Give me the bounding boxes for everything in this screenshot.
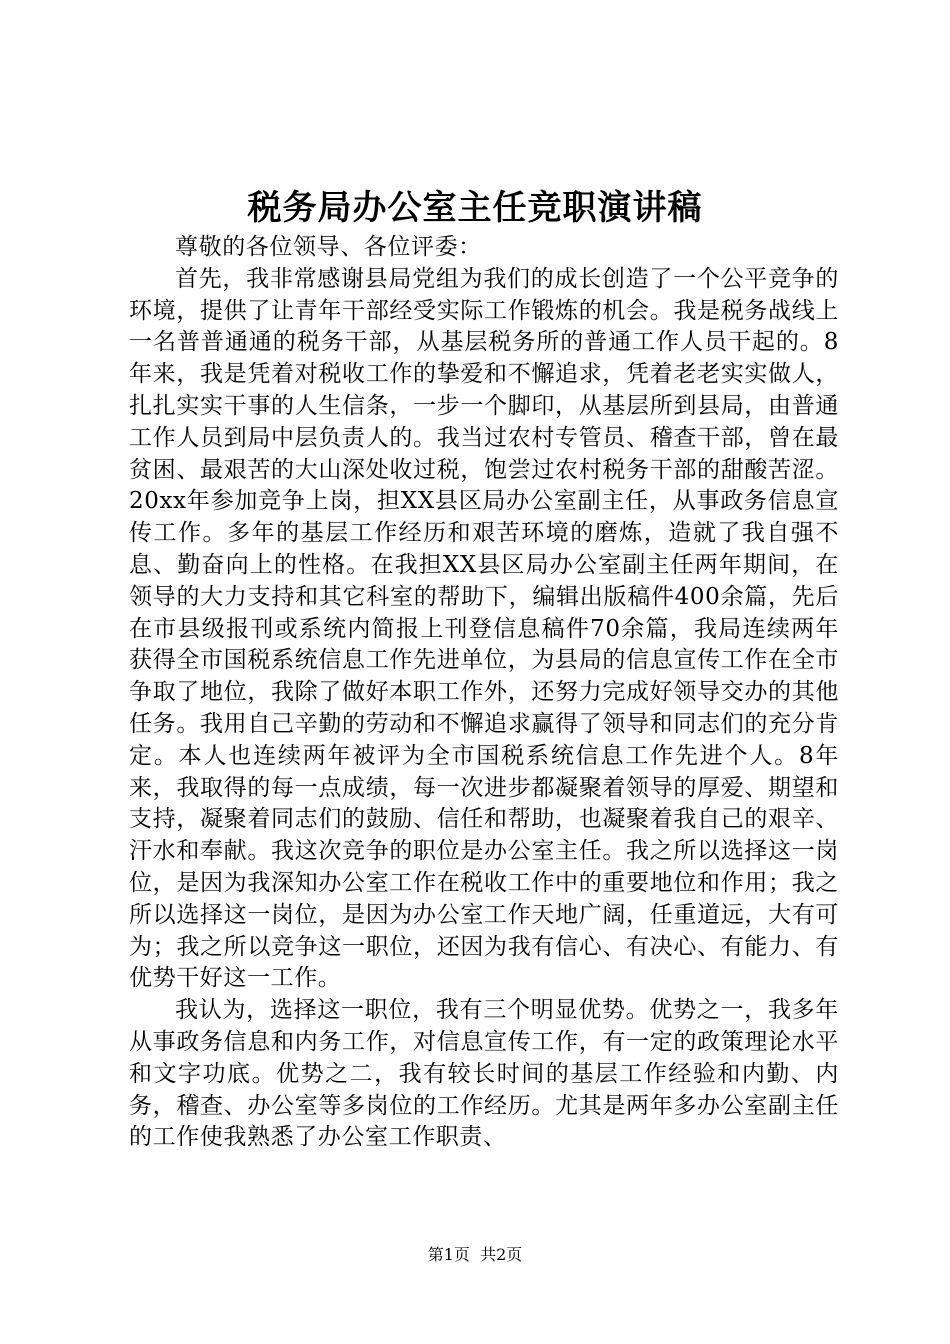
body-paragraph-2: 我认为，选择这一职位，我有三个明显优势。优势之一，我多年从事政务信息和内务工作，对信息宣传工作，有一定的政策理论水平和文字功底。优势之二，我有较长时间的基层工作经验和内勤、内务，稽查、办公室等多岗位的工作经历。尤其是两年多办公室副主任的工作使我熟悉了办公室工作职责、: [129, 997, 839, 1151]
document-body: [129, 232, 839, 1154]
salutation-paragraph: 尊敬的各位领导、各位评委：: [175, 234, 482, 260]
body-paragraph-1: 首先，我非常感谢县局党组为我们的成长创造了一个公平竞争的环境，提供了让青年干部经受实际工作锻炼的机会。我是税务战线上一名普普通通的税务干部，从基层税务所的普通工作人员干起的。8年来，我是凭着对税收工作的挚爱和不懈追求，凭着老老实实做人，扎扎实实干事的人生信条，一步一个脚印，从基层所到县局，由普通工作人员到局中层负责人的。我当过农村专管员、稽查干部，曾在最贫困、最艰苦的大山深处收过税，饱尝过农村税务干部的甜酸苦涩。20xx年参加竞争上岗，担XX县区局办公室副主任，从事政务信息宣传工作。多年的基层工作经历和艰苦环境的磨炼，造就了我自强不息、勤奋向上的性格。在我担XX县区局办公室副主任两年期间，在领导的大力支持和其它科室的帮助下，编辑出版稿件400余篇，先后在市县级报刊或系统内简报上刊登信息稿件70余篇，我局连续两年获得全市国税系统信息工作先进单位，为县局的信息宣传工作在全市争取了地位，我除了做好本职工作外，还努力完成好领导交办的其他任务。我用自己辛勤的劳动和不懈追求赢得了领导和同志们的充分肯定。本人也连续两年被评为全市国税系统信息工作先进个人。8年来，我取得的每一点成绩，每一次进步都凝聚着领导的厚爱、期望和支持，凝聚着同志们的鼓励、信任和帮助，也凝聚着我自己的艰辛、汗水和奉献。我这次竞争的职位是办公室主任。我之所以选择这一岗位，是因为我深知办公室工作在税收工作中的重要地位和作用；我之所以选择这一岗位，是因为办公室工作天地广阔，任重道远，大有可为；我之所以竞争这一职位，还因为我有信心、有决心、有能力、有优势干好这一工作。: [129, 265, 839, 992]
document-title: 税务局办公室主任竞职演讲稿: [247, 188, 703, 228]
page-number: 第1页: [427, 1245, 470, 1264]
page-footer: [0, 1243, 950, 1267]
page-total: 共2页: [480, 1245, 523, 1264]
